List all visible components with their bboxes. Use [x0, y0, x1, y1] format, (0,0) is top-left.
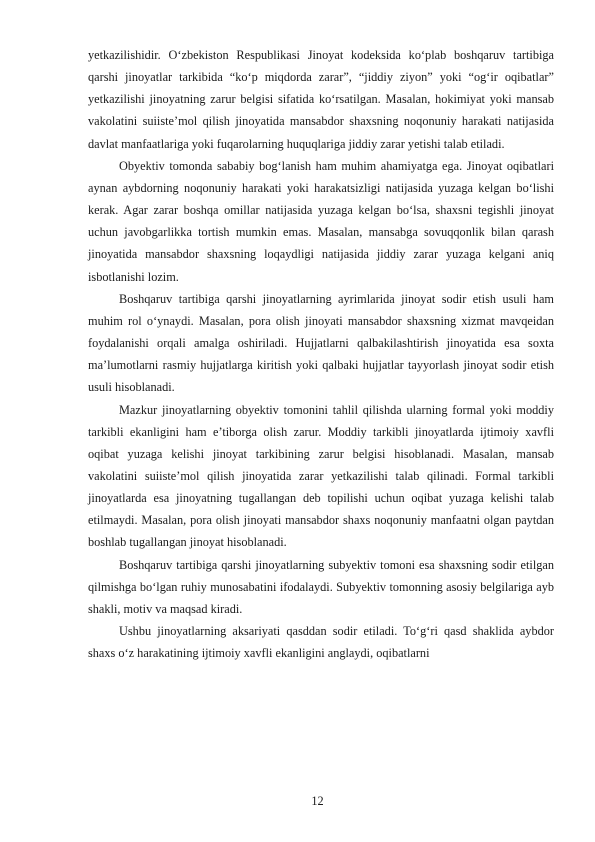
paragraph-causal-link: Obyektiv tomonda sababiy bog‘lanish ham muhim ahamiyatga ega. Jinoyat oqibatlari aynan aybdorning noqonuniy harakati yoki harakatsizligi natijasida yuzaga kelgan bo‘lishi kerak. Agar zarar boshqa omillar natijasida yuzaga kelgan bo‘lsa, shaxsni tegishli jinoyat uchun javobgarlikka tortish mumkin emas. Masalan, mansabga sovuqqonlik bilan qarash jinoyatida mansabdor shaxsning loqaydligi natijasida jiddiy zarar yuzaga kelgani aniq isbotlanishi lozim.	[88, 158, 554, 284]
paragraph-continuation: yetkazilishidir. O‘zbekiston Respublikasi Jinoyat kodeksida ko‘plab boshqaruv tartibiga qarshi jinoyatlar tarkibida “ko‘p miqdorda zarar”, “jiddiy ziyon” yoki “og‘ir oqibatlar” yetkazilishi jinoyatning zarur belgisi sifatida ko‘rsatilgan. Masalan, hokimiyat yoki mansab vakolatini suiiste’mol qilish jinoyatida mansabdor shaxsning noqonuniy harakati natijasida davlat manfaatlariga yoki fuqarolarning huquqlariga jiddiy zarar yetishi talab etiladi.	[88, 48, 554, 151]
paragraph-intent: Ushbu jinoyatlarning aksariyati qasddan sodir etiladi. To‘g‘ri qasd shaklida aybdor shaxs o‘z harakatining ijtimoiy xavfli ekanligini anglaydi, oqibatlarni	[88, 624, 554, 661]
body-text	[88, 44, 554, 664]
page-number: 12	[311, 794, 324, 808]
paragraph-subjective-side: Boshqaruv tartibiga qarshi jinoyatlarning subyektiv tomoni esa shaxsning sodir etilgan qilmishga bo‘lgan ruhiy munosabatini ifodalaydi. Subyektiv tomonning asosiy belgilariga ayb shakli, motiv va maqsad kiradi.	[88, 557, 554, 616]
paragraph-method: Boshqaruv tartibiga qarshi jinoyatlarning ayrimlarida jinoyat sodir etish usuli ham muhim rol o‘ynaydi. Masalan, pora olish jinoyati mansabdor shaxsning xizmat mavqeidan foydalanishi orqali amalga oshiriladi. Hujjatlarni qalbakilashtirish jinoyatida esa soxta ma’lumotlarni rasmiy hujjatlarga kiritish yoki qalbaki hujjatlar tayyorlash jinoyat sodir etish usuli hisoblanadi.	[88, 291, 554, 395]
paragraph-formal-material: Mazkur jinoyatlarning obyektiv tomonini tahlil qilishda ularning formal yoki moddiy tarkibli ekanligini ham e’tiborga olish zarur. Moddiy tarkibli jinoyatlarda ijtimoiy xavfli oqibat yuzaga kelishi jinoyat tarkibining zarur belgisi hisoblanadi. Masalan, mansab vakolatini suiiste’mol qilish jinoyatida zarar yetkazilishi talab qilinadi. Formal tarkibli jinoyatlarda esa jinoyatning tugallangan deb topilishi uchun oqibat yuzaga kelishi talab etilmaydi. Masalan, pora olish jinoyati mansabdor shaxs noqonuniy manfaatni olgan paytdan boshlab tugallangan jinoyat hisoblanadi.	[88, 402, 554, 550]
